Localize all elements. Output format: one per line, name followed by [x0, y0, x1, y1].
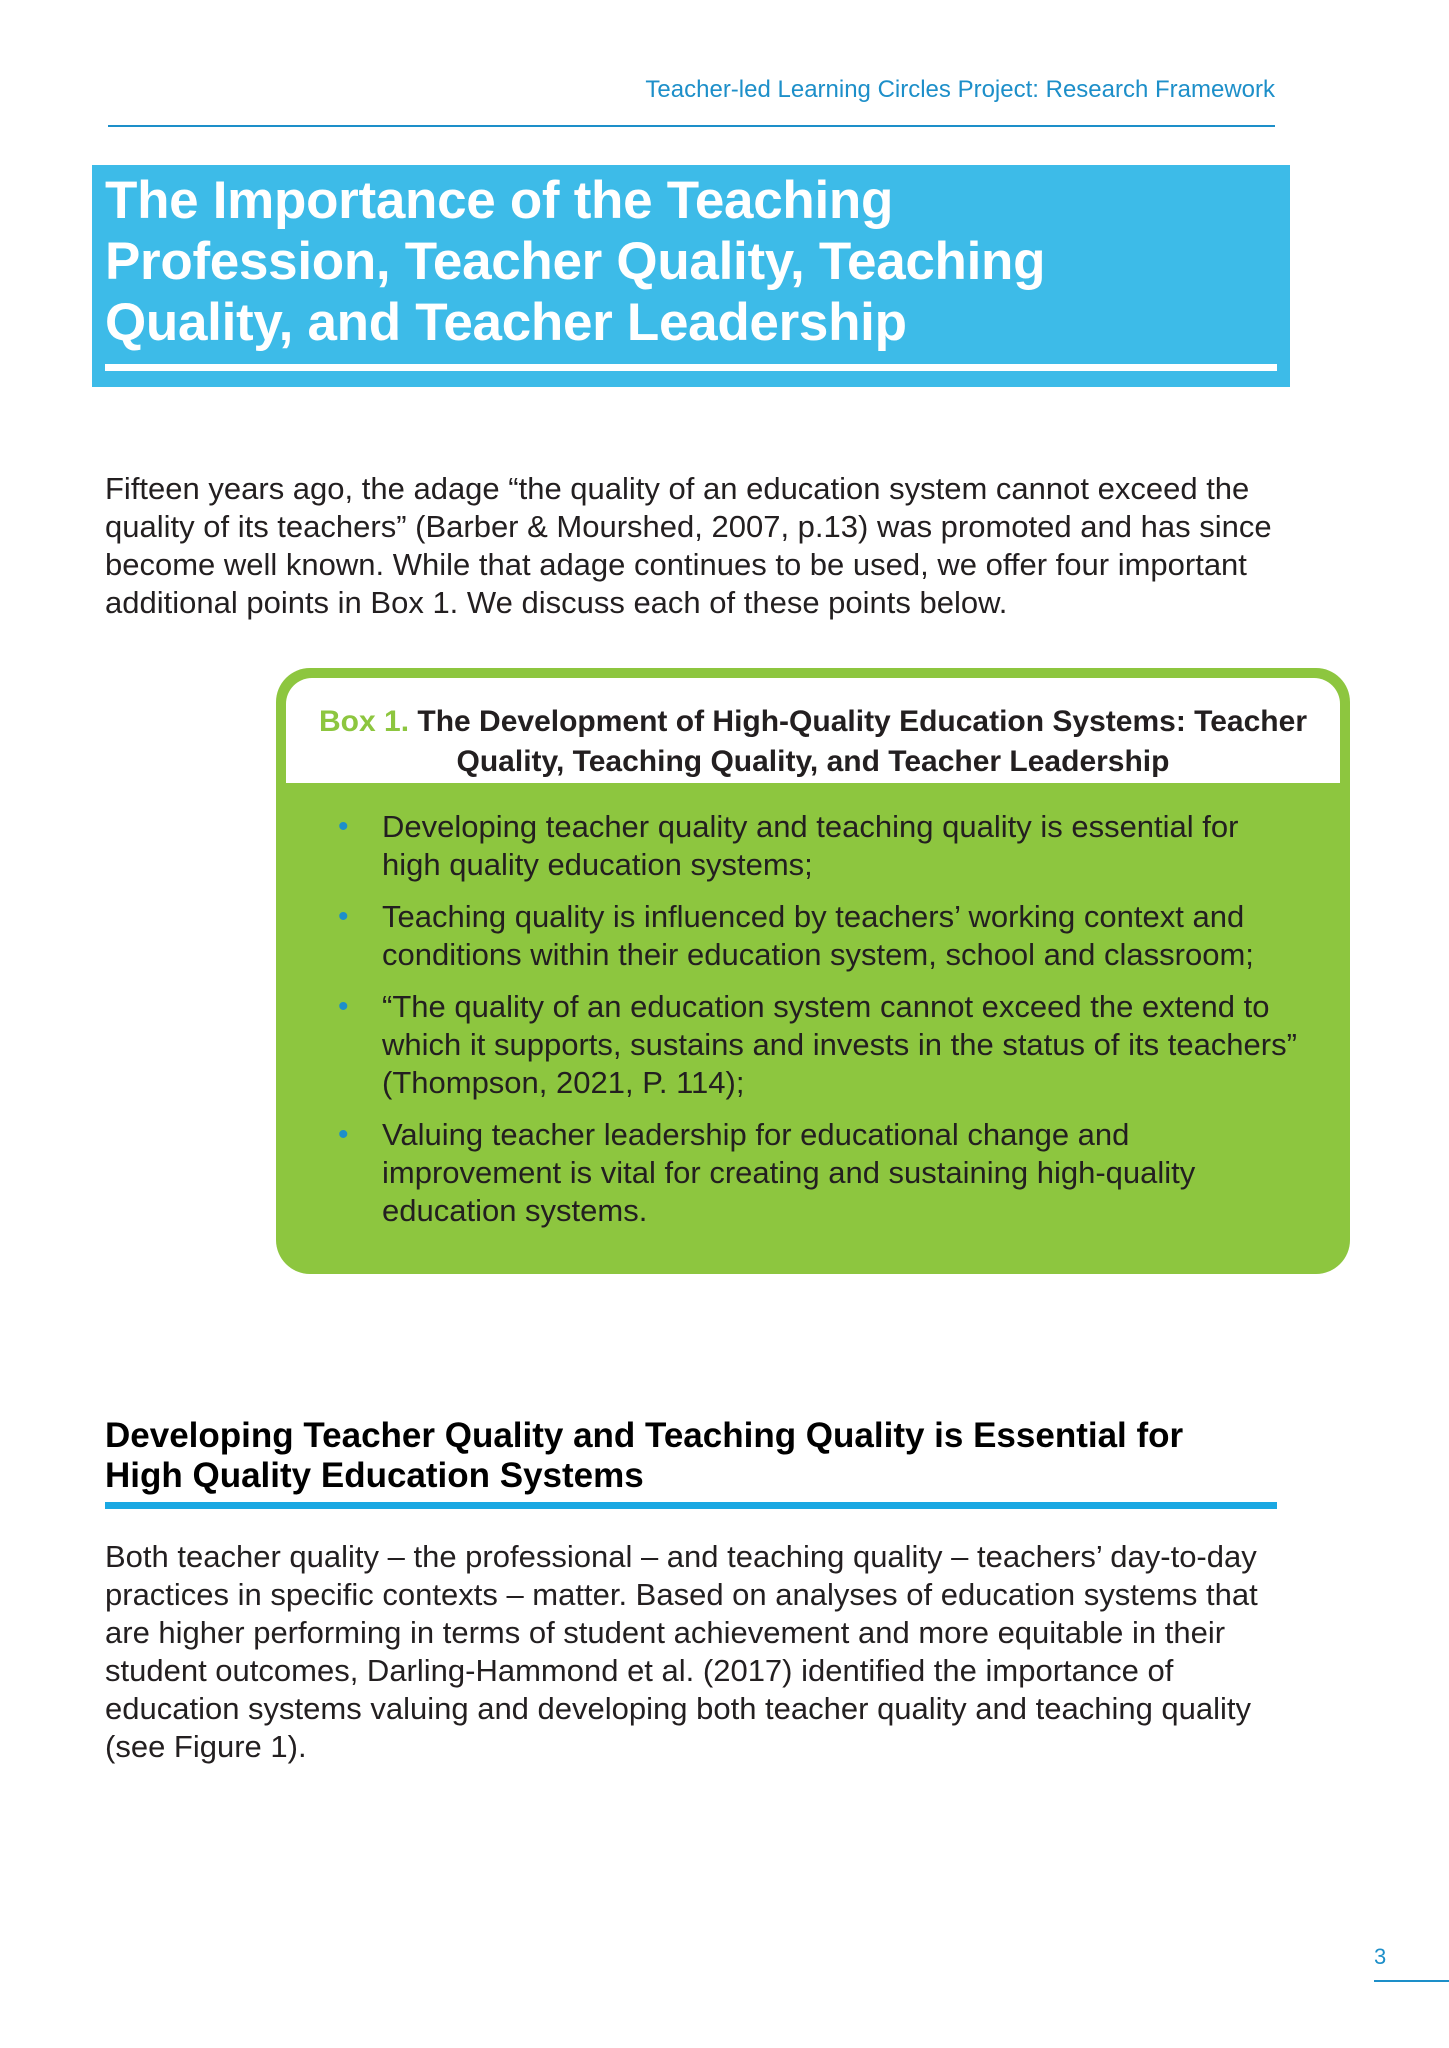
intro-paragraph: Fifteen years ago, the adage “the quality of an education system cannot exceed the quality of its teachers” (Barber & Mourshed, 2007, p.13) was promoted and has since become well known. While that adage continues to be used, we offer four important additional points in Box 1. We discuss each of these points below.	[105, 471, 1272, 620]
section-rule	[105, 1502, 1277, 1509]
section-body: Both teacher quality – the professional – and teaching quality – teachers’ day-to-day practices in specific contexts – matter. Based on analyses of education systems that are higher performing in terms of student achievement and more equitable in their student outcomes, Darling-Hammond et al. (2017) identified the importance of education systems valuing and developing both teacher quality and teaching quality (see Figure 1).	[105, 1539, 1258, 1764]
page-number: 3	[1374, 1944, 1387, 1969]
bullet-icon: •	[338, 810, 349, 843]
box-bullet-text: Teaching quality is influenced by teachers’ working context and conditions within their education system, school and classroom;	[382, 899, 1254, 972]
box-bullet-text: “The quality of an education system cannot exceed the extend to which it supports, sustains and invests in the status of its teachers” (Thompson, 2021, P. 114);	[382, 989, 1297, 1100]
box-heading	[286, 678, 1340, 782]
box-bullet-text: Valuing teacher leadership for educational change and improvement is vital for creating and sustaining high-quality education systems.	[382, 1117, 1196, 1228]
bullet-icon: •	[338, 1118, 349, 1151]
box-bullet-item	[276, 898, 1350, 974]
footer-rule	[1374, 1980, 1449, 1982]
bullet-icon: •	[338, 900, 349, 933]
section-heading: Developing Teacher Quality and Teaching Quality is Essential for High Quality Education Systems	[105, 1416, 1184, 1495]
box-label: Box 1.	[319, 705, 410, 738]
bullet-icon: •	[338, 990, 349, 1023]
box-bullet-list	[276, 808, 1350, 1244]
header-rule	[108, 125, 1275, 127]
box-bullet-item	[276, 1116, 1350, 1230]
box-bullet-item	[276, 988, 1350, 1102]
box-bullet-text: Developing teacher quality and teaching quality is essential for high quality education systems;	[382, 809, 1239, 882]
box-title: The Development of High-Quality Education Systems: Teacher Quality, Teaching Quality, and Teacher Leadership	[417, 705, 1307, 778]
box-1	[276, 668, 1350, 1274]
title-underline	[105, 364, 1277, 371]
running-header: Teacher-led Learning Circles Project: Research Framework	[645, 76, 1275, 103]
page-title: The Importance of the Teaching Profession, Teacher Quality, Teaching Quality, and Teacher Leadership	[105, 171, 1046, 352]
box-bullet-item	[276, 808, 1350, 884]
box-header	[286, 678, 1340, 783]
